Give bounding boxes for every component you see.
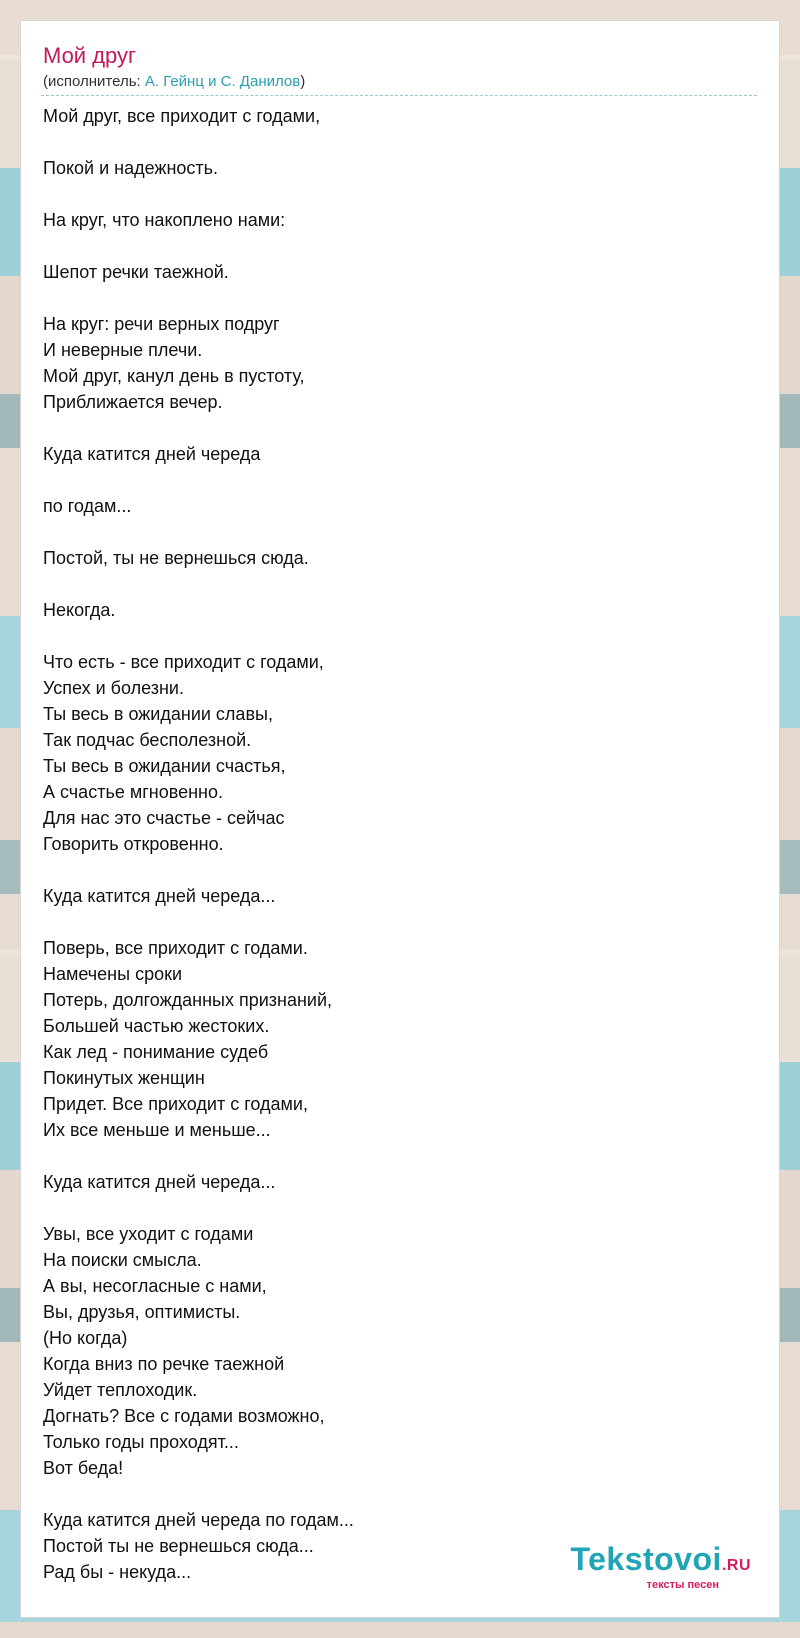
lyric-line xyxy=(43,623,743,649)
lyric-line: Приближается вечер. xyxy=(43,392,223,412)
lyric-line: Так подчас бесполезной. xyxy=(43,730,252,750)
lyric-line: На поиски смысла. xyxy=(43,1250,202,1270)
site-logo[interactable] xyxy=(570,1542,751,1591)
lyric-line: Рад бы - некуда... xyxy=(43,1562,192,1582)
lyric-line xyxy=(43,415,743,441)
lyric-line: И неверные плечи. xyxy=(43,340,203,360)
lyric-line: Куда катится дней череда... xyxy=(43,1172,276,1192)
lyric-line: Придет. Все приходит с годами, xyxy=(43,1094,308,1114)
lyric-line: (Но когда) xyxy=(43,1328,128,1348)
lyric-line: Намечены сроки xyxy=(43,964,183,984)
lyric-line xyxy=(43,181,743,207)
lyric-line: Некогда. xyxy=(43,600,116,620)
logo-brand-text: Tekstovoi xyxy=(570,1541,722,1577)
logo-tagline: тексты песен xyxy=(646,1579,719,1591)
lyric-line: Вот беда! xyxy=(43,1458,124,1478)
performer-line xyxy=(43,73,305,90)
lyric-line: Их все меньше и меньше... xyxy=(43,1120,271,1140)
lyrics-card xyxy=(20,20,780,1618)
title-divider xyxy=(41,95,757,96)
lyric-line xyxy=(43,1143,743,1169)
lyric-line: Для нас это счастье - сейчас xyxy=(43,808,285,828)
lyric-line xyxy=(43,285,743,311)
lyric-line: А счастье мгновенно. xyxy=(43,782,223,802)
lyric-line: Куда катится дней череда по годам... xyxy=(43,1510,354,1530)
lyric-line: Что есть - все приходит с годами, xyxy=(43,652,324,672)
lyric-line: Куда катится дней череда xyxy=(43,444,261,464)
lyric-line: Уйдет теплоходик. xyxy=(43,1380,198,1400)
lyric-line: Покинутых женщин xyxy=(43,1068,205,1088)
performer-prefix: (исполнитель: xyxy=(43,73,145,90)
lyric-line: Потерь, долгожданных признаний, xyxy=(43,990,333,1010)
lyric-line xyxy=(43,1195,743,1221)
lyric-line: Увы, все уходит с годами xyxy=(43,1224,254,1244)
lyric-line: Вы, друзья, оптимисты. xyxy=(43,1302,241,1322)
lyric-line xyxy=(43,519,743,545)
song-title: Мой друг xyxy=(43,43,137,68)
lyric-line xyxy=(43,857,743,883)
lyric-line: Догнать? Все с годами возможно, xyxy=(43,1406,325,1426)
lyric-line xyxy=(43,129,743,155)
lyric-line xyxy=(43,1481,743,1507)
lyric-line: На круг: речи верных подруг xyxy=(43,314,280,334)
lyric-line: Покой и надежность. xyxy=(43,158,219,178)
lyric-line xyxy=(43,233,743,259)
lyric-line: Постой ты не вернешься сюда... xyxy=(43,1536,314,1556)
lyric-line: Мой друг, все приходит с годами, xyxy=(43,106,321,126)
lyric-line xyxy=(43,909,743,935)
lyrics-text xyxy=(43,103,743,1585)
lyric-line: Ты весь в ожидании счастья, xyxy=(43,756,286,776)
lyric-line: Шепот речки таежной. xyxy=(43,262,229,282)
lyric-line: Говорить откровенно. xyxy=(43,834,224,854)
lyric-line: Когда вниз по речке таежной xyxy=(43,1354,285,1374)
logo-tld: .RU xyxy=(721,1557,751,1574)
lyric-line: Только годы проходят... xyxy=(43,1432,239,1452)
lyric-line: Как лед - понимание судеб xyxy=(43,1042,269,1062)
performer-suffix: ) xyxy=(300,73,306,90)
lyric-line: по годам... xyxy=(43,496,132,516)
lyric-line: Большей частью жестоких. xyxy=(43,1016,270,1036)
performer-link[interactable]: А. Гейнц и С. Данилов xyxy=(144,73,301,90)
lyric-line: Мой друг, канул день в пустоту, xyxy=(43,366,305,386)
lyric-line: Куда катится дней череда... xyxy=(43,886,276,906)
lyric-line: На круг, что накоплено нами: xyxy=(43,210,286,230)
lyric-line xyxy=(43,571,743,597)
lyric-line: Поверь, все приходит с годами. xyxy=(43,938,308,958)
lyric-line: А вы, несогласные с нами, xyxy=(43,1276,267,1296)
lyric-line xyxy=(43,467,743,493)
lyric-line: Ты весь в ожидании славы, xyxy=(43,704,273,724)
lyric-line: Постой, ты не вернешься сюда. xyxy=(43,548,309,568)
lyric-line: Успех и болезни. xyxy=(43,678,184,698)
logo-brand xyxy=(570,1542,751,1583)
